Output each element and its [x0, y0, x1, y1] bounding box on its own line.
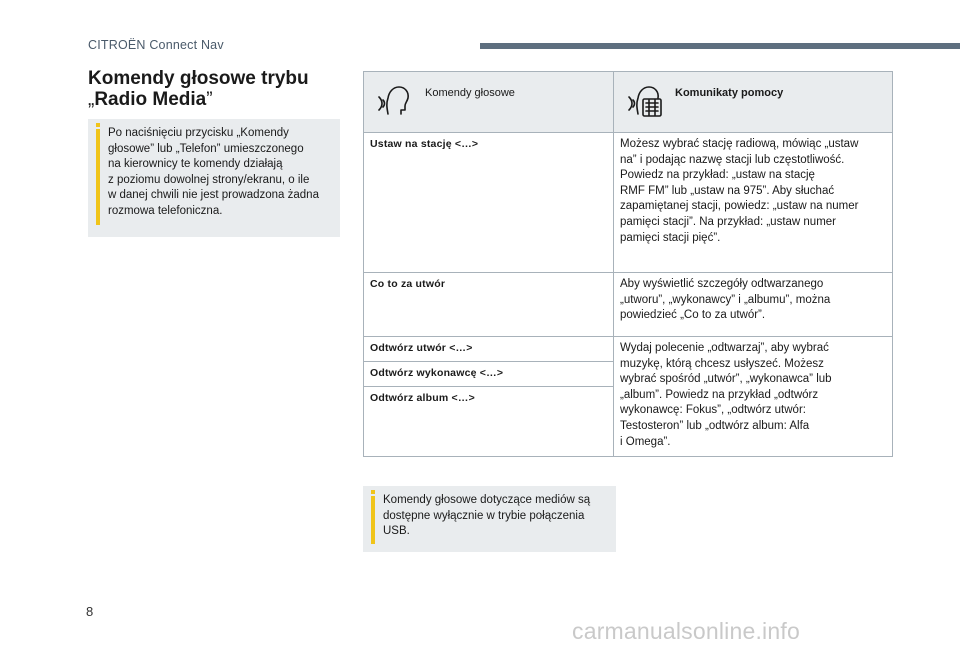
note-line: na kierownicy te komendy działają — [108, 158, 283, 171]
help-line: pamięci stacji pięć”. — [620, 231, 721, 244]
help-cell — [614, 133, 893, 273]
col-header-help — [614, 72, 893, 133]
header-bar — [480, 43, 960, 49]
col-header-commands — [364, 72, 614, 133]
info-marker-icon — [371, 496, 375, 544]
help-line: zapamiętanej stacji, powiedz: „ustaw na numer — [620, 200, 859, 213]
section-title-line1: Komendy głosowe trybu — [88, 68, 309, 89]
help-line: wykonawcę: Fokus”, „odtwórz utwór: — [620, 404, 806, 417]
table-row — [364, 337, 893, 362]
section-title — [88, 68, 338, 110]
help-line: „album”. Powiedz na przykład „odtwórz — [620, 388, 819, 401]
info-note-top — [88, 119, 340, 237]
note-line: z poziomu dowolnej strony/ekranu, o ile — [108, 173, 310, 186]
table-header-row — [364, 72, 893, 133]
help-line: pamięci stacji”. Na przykład: „ustaw numer — [620, 215, 837, 228]
help-line: wybrać spośród „utwór”, „wykonawca” lub — [620, 373, 832, 386]
note-line: USB. — [383, 525, 410, 538]
help-line: Możesz wybrać stację radiową, mówiąc „ustaw — [620, 138, 859, 150]
command-cell: Odtwórz album <…> — [364, 387, 614, 457]
command-cell: Odtwórz utwór <…> — [364, 337, 614, 362]
command-cell: Odtwórz wykonawcę <…> — [364, 362, 614, 387]
close-quote: ” — [206, 89, 213, 110]
help-line: „utworu”, „wykonawcy” i „albumu”, można — [620, 293, 831, 306]
voice-help-icon — [624, 80, 664, 120]
table-row — [364, 273, 893, 337]
note-line: głosowe” lub „Telefon” umieszczonego — [108, 142, 304, 155]
help-line: muzykę, którą chcesz usłyszeć. Możesz — [620, 357, 824, 370]
note-line: w danej chwili nie jest prowadzona żadna — [108, 189, 319, 202]
note-line: dostępne wyłącznie w trybie połączenia — [383, 509, 585, 522]
watermark: carmanualsonline.info — [572, 618, 800, 644]
help-line: Powiedz na przykład: „ustaw na stację — [620, 169, 815, 182]
page-number: 8 — [86, 604, 94, 619]
col-header-help-label: Komunikaty pomocy — [675, 87, 784, 99]
open-quote: „ — [88, 89, 95, 110]
help-cell — [614, 273, 893, 337]
note-line: Komendy głosowe dotyczące mediów są — [383, 494, 591, 506]
brand-header: CITROËN Connect Nav — [88, 38, 224, 52]
command-cell: Co to za utwór — [364, 273, 614, 337]
note-line: Po naciśnięciu przycisku „Komendy — [108, 127, 289, 139]
section-title-mode: Radio Media — [94, 89, 207, 110]
section-title-line2 — [88, 89, 338, 110]
voice-commands-table — [363, 71, 893, 457]
help-line: i Omega”. — [620, 435, 671, 448]
help-line: powiedzieć „Co to za utwór”. — [620, 309, 766, 322]
help-line: Wydaj polecenie „odtwarzaj”, aby wybrać — [620, 342, 829, 354]
table-row — [364, 133, 893, 273]
help-line: RMF FM” lub „ustaw na 975”. Aby słuchać — [620, 184, 835, 197]
note-line: rozmowa telefoniczna. — [108, 204, 223, 217]
info-note-text — [363, 493, 616, 540]
info-marker-icon — [96, 129, 100, 225]
help-line: na” i podając nazwę stacji lub częstotliwość. — [620, 153, 845, 166]
help-line: Testosteron” lub „odtwórz album: Alfa — [620, 419, 810, 432]
info-note-text — [88, 126, 340, 220]
command-cell: Ustaw na stację <…> — [364, 133, 614, 273]
help-cell — [614, 337, 893, 457]
voice-command-icon — [374, 80, 414, 120]
col-header-commands-label: Komendy głosowe — [425, 87, 515, 99]
info-note-bottom — [363, 486, 616, 552]
help-line: Aby wyświetlić szczegóły odtwarzanego — [620, 278, 824, 290]
